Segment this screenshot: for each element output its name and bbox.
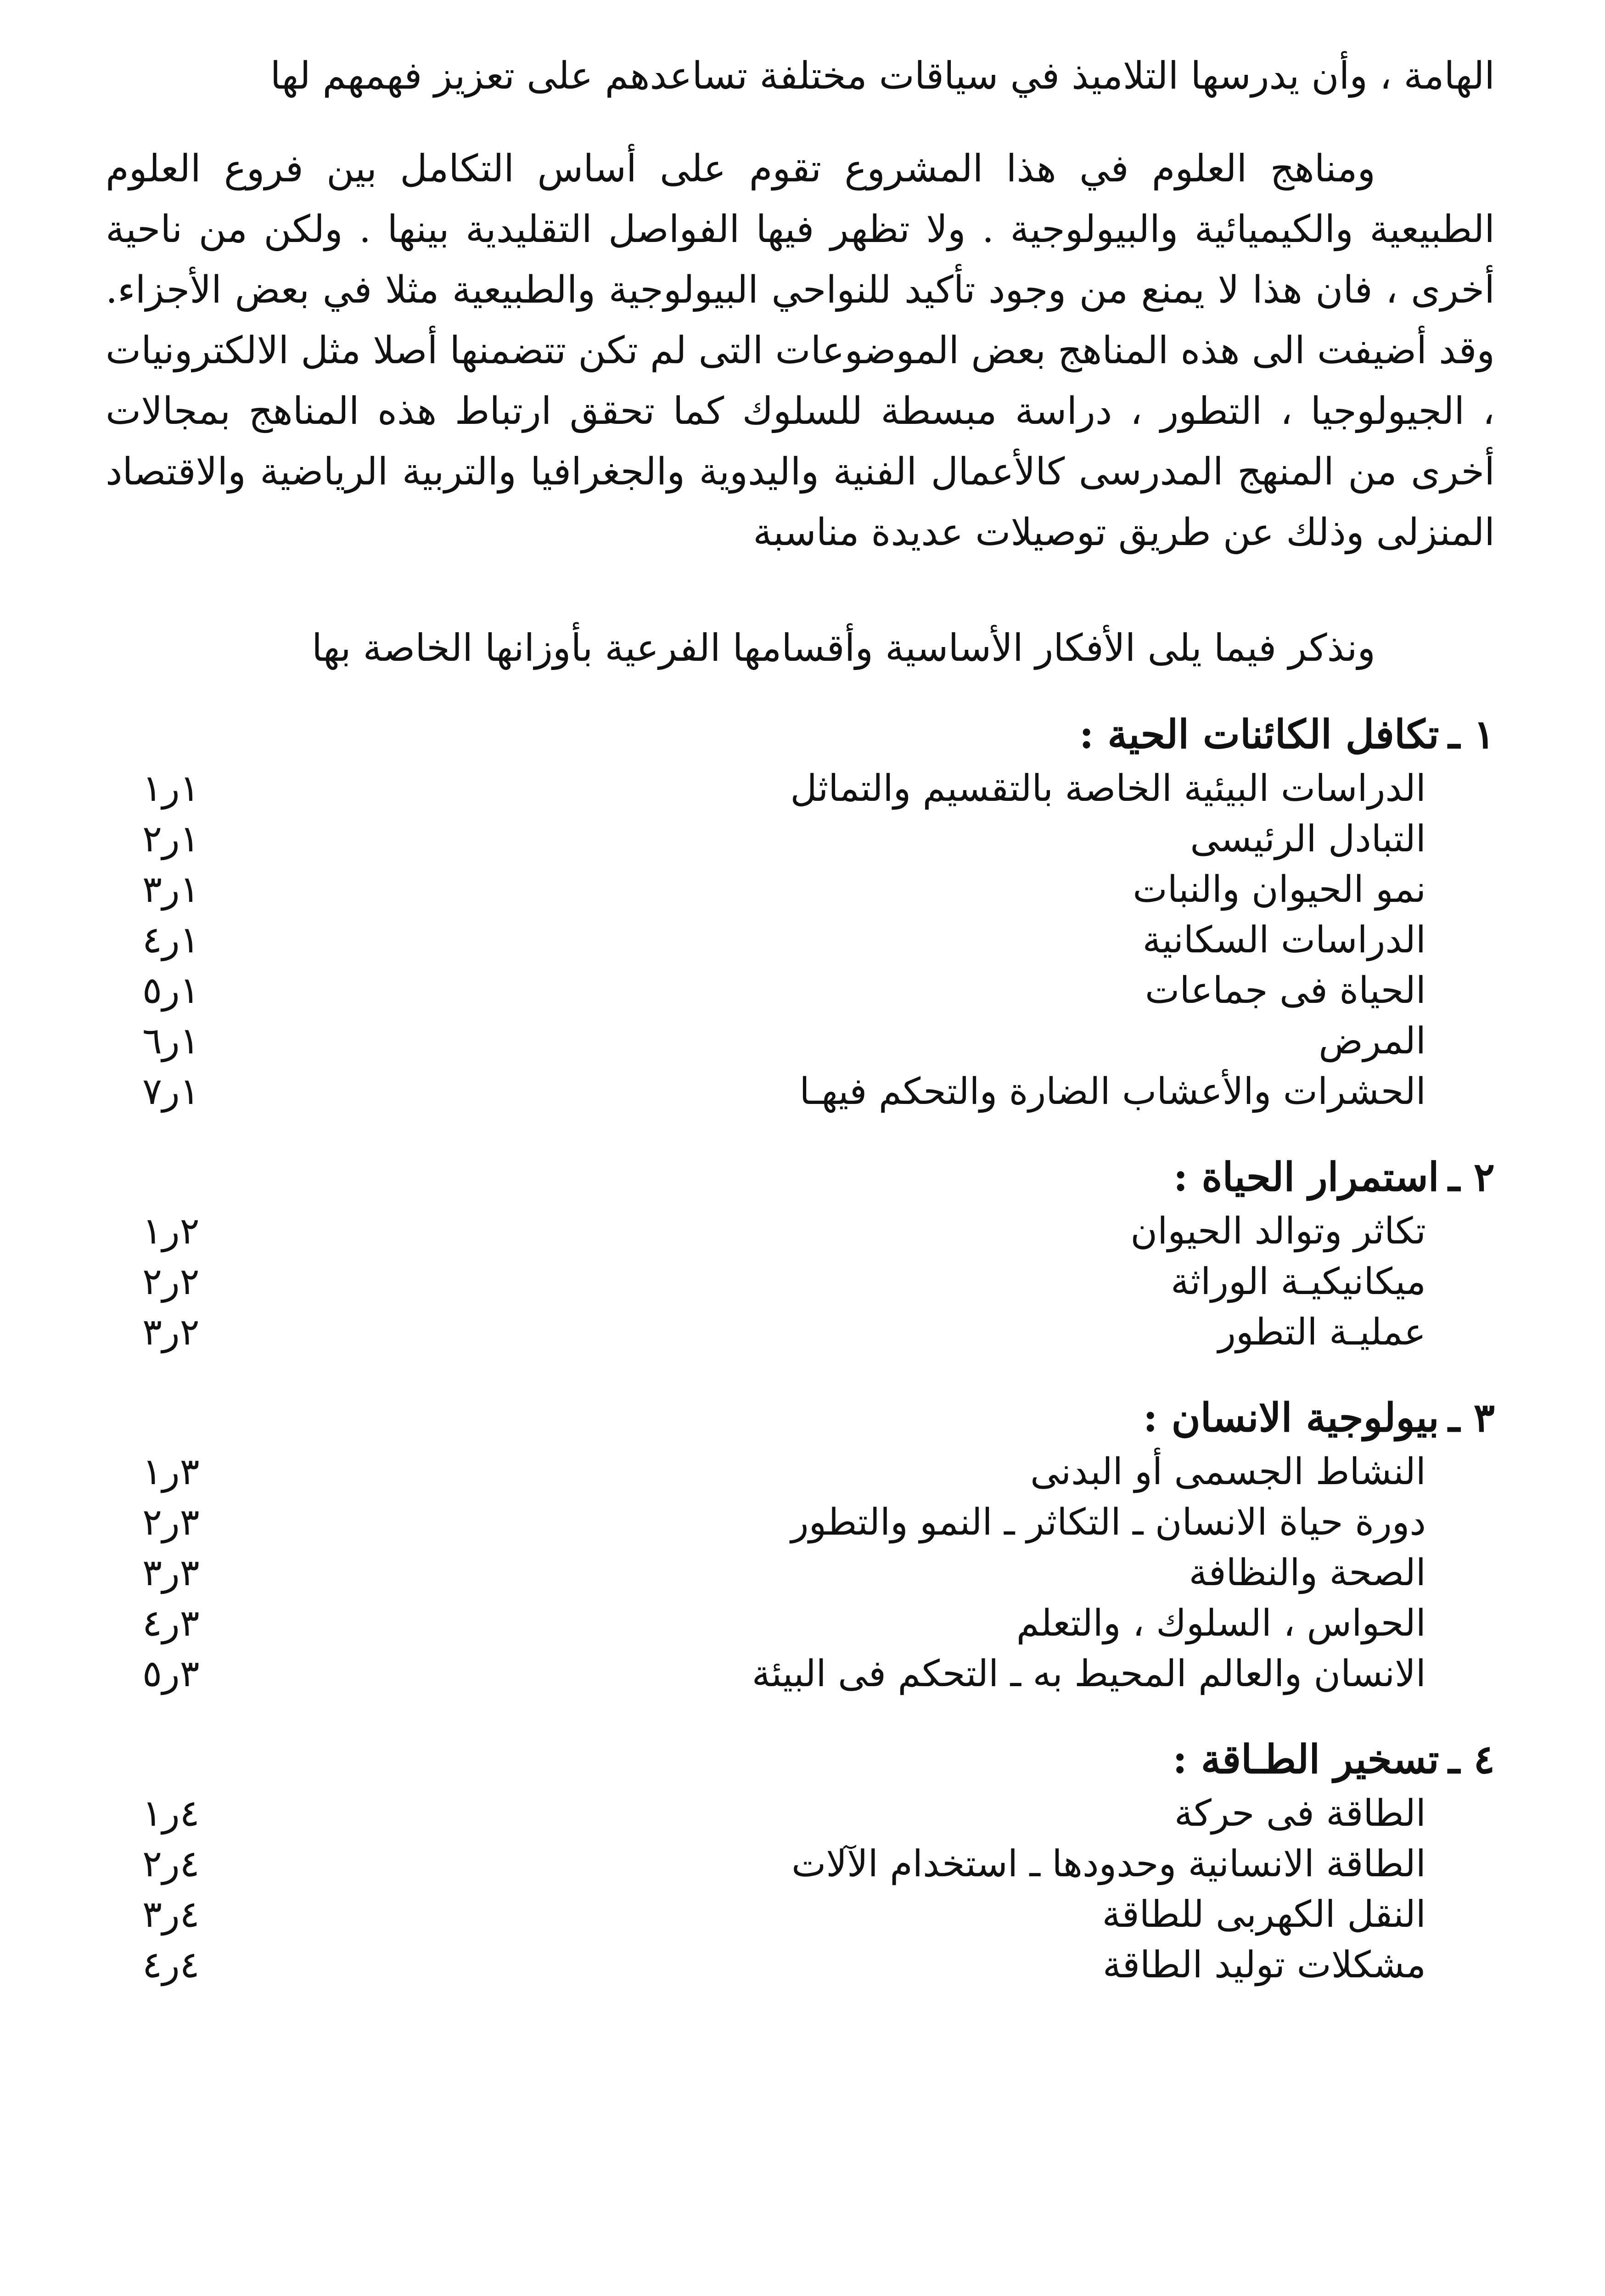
list-item [106, 1649, 1495, 1699]
item-number: ٣ر٣ [142, 1551, 200, 1594]
section-4 [106, 1731, 1495, 1990]
list-item [106, 1788, 1495, 1839]
item-label: دورة حياة الانسان ـ التكاثر ـ النمو والتطور [791, 1501, 1426, 1543]
item-label: الطاقة الانسانية وحدودها ـ استخدام الآلات [791, 1842, 1426, 1885]
section-title: تكافل الكائنات الحية : [1079, 711, 1439, 758]
list-item [106, 1016, 1495, 1066]
intro-line: ونذكر فيما يلى الأفكار الأساسية وأقسامها الفرعية بأوزانها الخاصة بها [311, 626, 1375, 670]
item-label: المرض [1319, 1019, 1426, 1062]
list-item [106, 1066, 1495, 1117]
list-item [106, 965, 1495, 1016]
item-number: ٤ر١ [142, 1792, 200, 1835]
item-label: عمليـة التطور [1218, 1311, 1426, 1353]
list-item [106, 814, 1495, 864]
section-number: ٣ ـ [1448, 1395, 1495, 1441]
item-label: الحشرات والأعشاب الضارة والتحكم فيهـا [799, 1070, 1426, 1113]
item-label: مشكلات توليد الطاقة [1102, 1943, 1426, 1986]
paragraph-2: ومناهج العلوم في هذا المشروع تقوم على أساس التكامل بين فروع العلوم الطبيعية والكيميائية والبيولوجية . ولا تظهر فيها الفواصل التقليدية بينها . ولكن من ناحية أخرى ، فان هذا لا يمنع من وجود تأكيد للنواحي البيولوجية والطبيعية مثلا في بعض الأجزاء. وقد أضيفت الى هذه المناهج بعض الموضوعات التى لم تكن تتضمنها أصلا مثل الالكترونيات ، الجيولوجيا ، التطور ، دراسة مبسطة للسلوك كما تحقق ارتباط هذه المناهج بمجالات أخرى من المنهج المدرسى كالأعمال الفنية واليدوية والجغرافيا والتربية الرياضية والاقتصاد المنزلى وذلك عن طريق توصيلات عديدة مناسبة [106, 147, 1495, 554]
item-number: ١ر٦ [142, 1019, 200, 1062]
item-number: ١ر٤ [142, 918, 200, 961]
list-item [106, 1598, 1495, 1649]
section-title: تسخير الطـاقة : [1173, 1736, 1439, 1783]
item-number: ١ر٣ [142, 868, 200, 911]
item-number: ٣ر٤ [142, 1602, 200, 1644]
section-2 [106, 1149, 1495, 1357]
item-number: ١ر٧ [142, 1070, 200, 1113]
item-label: الدراسات البيئية الخاصة بالتقسيم والتماثل [790, 767, 1426, 810]
item-number: ٢ر١ [142, 1210, 200, 1252]
item-number: ٣ر٢ [142, 1501, 200, 1543]
section-heading [106, 1149, 1495, 1206]
item-number: ٤ر٤ [142, 1943, 200, 1986]
section-title: استمرار الحياة : [1173, 1154, 1439, 1200]
item-number: ١ر١ [142, 767, 200, 810]
section-number: ٤ ـ [1448, 1736, 1495, 1783]
item-number: ٣ر٥ [142, 1652, 200, 1695]
item-label: الطاقة فى حركة [1174, 1792, 1426, 1835]
section-heading [106, 1390, 1495, 1446]
item-number: ١ر٢ [142, 817, 200, 860]
list-item [106, 763, 1495, 814]
section-heading [106, 1731, 1495, 1788]
item-label: نمو الحيوان والنبات [1133, 868, 1426, 911]
item-label: النقل الكهربى للطاقة [1102, 1893, 1426, 1936]
list-item [106, 1497, 1495, 1548]
list-item [106, 1256, 1495, 1307]
section-number: ١ ـ [1448, 711, 1495, 758]
section-3 [106, 1390, 1495, 1699]
item-label: ميكانيكيـة الوراثة [1171, 1260, 1426, 1303]
item-number: ٣ر١ [142, 1450, 200, 1493]
section-heading [106, 706, 1495, 763]
list-item [106, 1889, 1495, 1940]
list-item [106, 915, 1495, 965]
item-number: ٤ر٢ [142, 1842, 200, 1885]
item-label: التبادل الرئيسى [1190, 817, 1426, 860]
item-label: الصحة والنظافة [1189, 1551, 1426, 1594]
list-item [106, 1940, 1495, 1990]
item-label: النشاط الجسمى أو البدنى [1030, 1450, 1426, 1493]
item-label: الحواس ، السلوك ، والتعلم [1016, 1602, 1426, 1644]
item-number: ١ر٥ [142, 969, 200, 1012]
section-1 [106, 706, 1495, 1117]
section-title: بيولوجية الانسان : [1143, 1395, 1439, 1441]
section-number: ٢ ـ [1448, 1154, 1495, 1200]
item-number: ٢ر٢ [142, 1260, 200, 1303]
item-number: ٤ر٣ [142, 1893, 200, 1936]
item-number: ٢ر٣ [142, 1311, 200, 1353]
item-label: تكاثر وتوالد الحيوان [1130, 1210, 1426, 1252]
list-item [106, 1307, 1495, 1357]
list-item [106, 1206, 1495, 1256]
item-label: الانسان والعالم المحيط به ـ التحكم فى البيئة [752, 1652, 1426, 1695]
paragraph-1: الهامة ، وأن يدرسها التلاميذ في سياقات مختلفة تساعدهم على تعزيز فهمهم لها [270, 54, 1495, 98]
list-item [106, 864, 1495, 915]
item-label: الدراسات السكانية [1142, 918, 1426, 961]
item-label: الحياة فى جماعات [1145, 969, 1426, 1012]
list-item [106, 1548, 1495, 1598]
list-item [106, 1446, 1495, 1497]
list-item [106, 1839, 1495, 1889]
